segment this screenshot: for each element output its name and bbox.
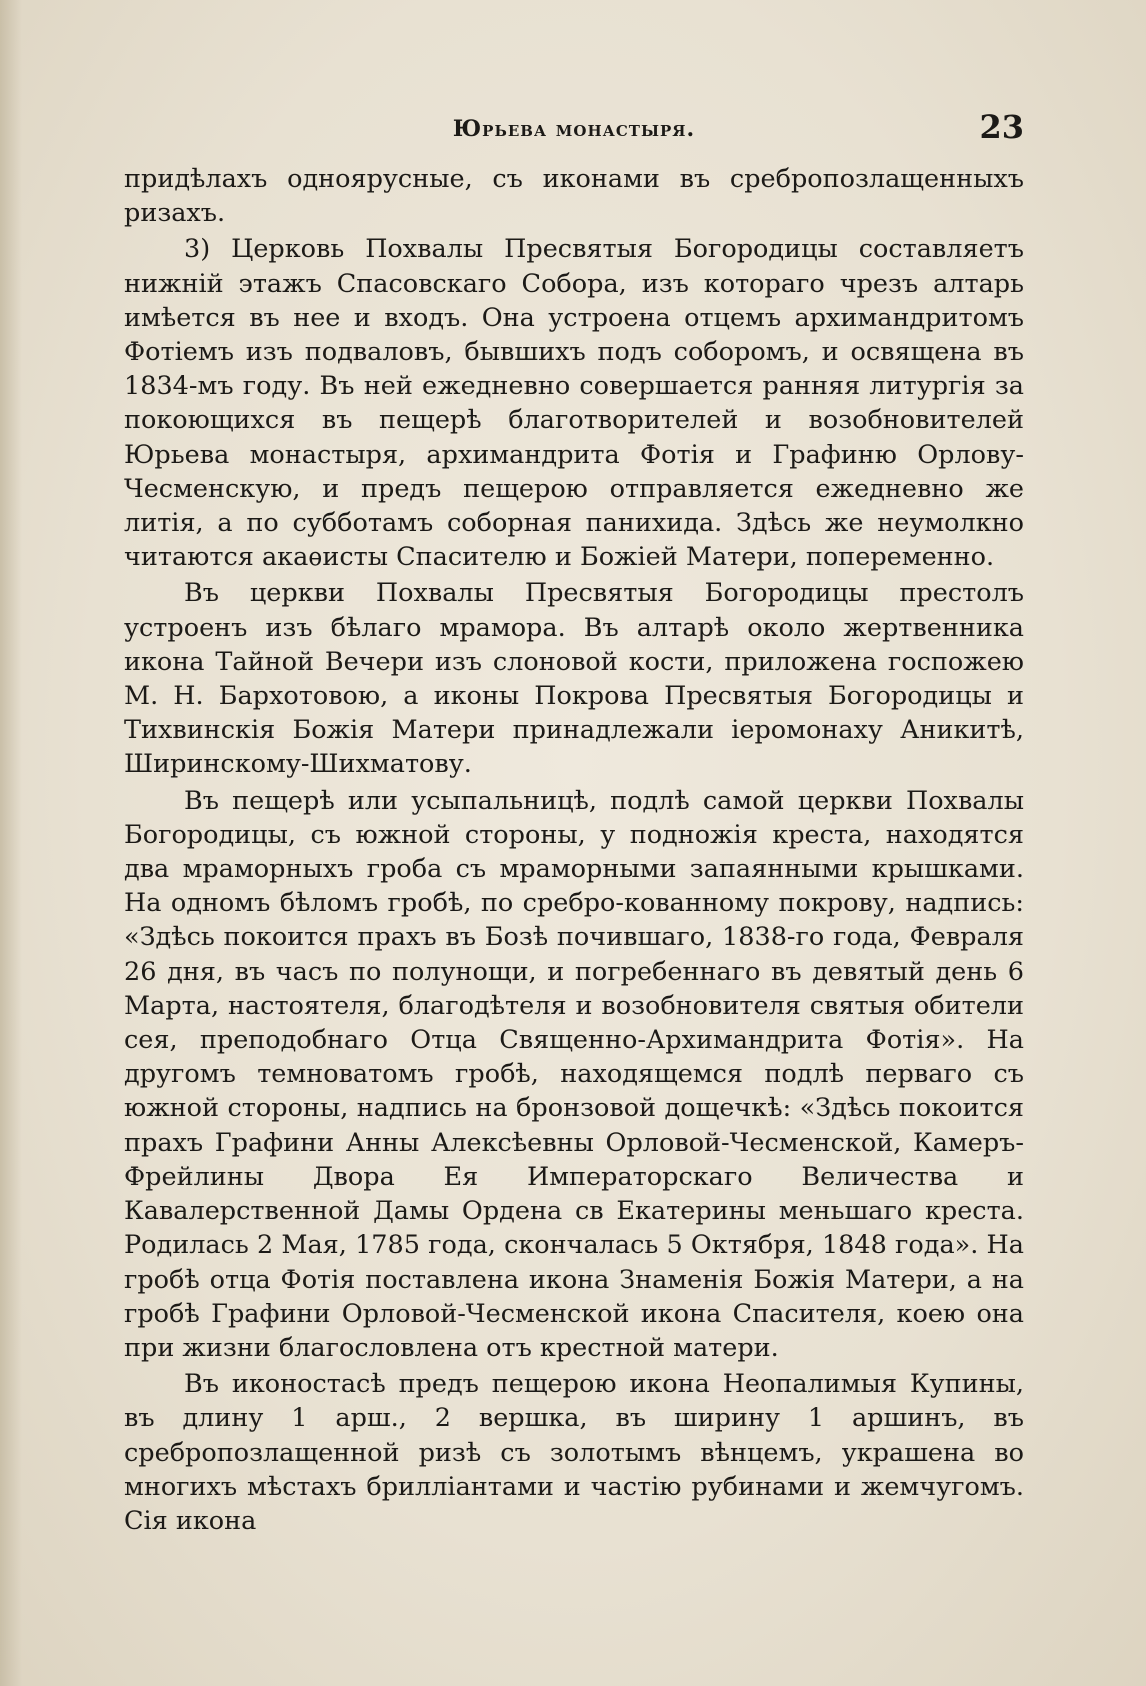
page-number: 23 xyxy=(979,108,1024,146)
paragraph-3: Въ церкви Похвалы Пресвятыя Богородицы престолъ устроенъ изъ бѣлаго мрамора. Въ алтарѣ около жертвенника икона Тайной Вечери изъ слоновой кости, приложена госпожею М. Н. Бархотовою, а иконы Покрова Пресвятыя Богородицы и Тихвинскія Божія Матери принадлежали іеромонаху Аникитѣ, Ширинскому-Шихматову. xyxy=(124,578,1024,780)
paragraph-2: 3) Церковь Похвалы Пресвятыя Богородицы составляетъ нижній этажъ Спасовскаго Собора, изъ котораго чрезъ алтарь имѣется въ нее и входъ. Она устроена отцемъ архимандритомъ Фотіемъ изъ подваловъ, бывшихъ подъ соборомъ, и освящена въ 1834-мъ году. Въ ней ежедневно совершается ранняя литургія за покоющихся въ пещерѣ благотворителей и возобновителей Юрьева монастыря, архимандрита Фотія и Графиню Орлову-Чесменскую, и предъ пещерою отправляется ежедневно же литія, а по субботамъ соборная панихида. Здѣсь же неумолкно читаются акаѳисты Спасителю и Божіей Матери, попеременно. xyxy=(124,234,1024,573)
running-head xyxy=(124,108,1024,148)
paragraph-4: Въ пещерѣ или усыпальницѣ, подлѣ самой церкви Похвалы Богородицы, съ южной стороны, у подножія креста, находятся два мраморныхъ гроба съ мраморными запаянными крышками. На одномъ бѣломъ гробѣ, по сребро-кованному покрову, надпись: «Здѣсь покоится прахъ въ Бозѣ почившаго, 1838-го года, Февраля 26 дня, въ часъ по полунощи, и погребеннаго въ девятый день 6 Марта, настоятеля, благодѣтеля и возобновителя святыя обители сея, преподобнаго Отца Священно-Архимандрита Фотія». На другомъ темноватомъ гробѣ, находящемся подлѣ перваго съ южной стороны, надпись на бронзовой дощечкѣ: «Здѣсь покоится прахъ Графини Анны Алексѣевны Орловой-Чесменской, Камеръ-Фрейлины Двора Ея Императорскаго Величества и Кавалерственной Дамы Ордена св Екатерины меньшаго креста. Родилась 2 Мая, 1785 года, скончалась 5 Октября, 1848 года». На гробѣ отца Фотія поставлена икона Знаменія Божія Матери, а на гробѣ Графини Орловой-Чесменской икона Спасителя, коею она при жизни благословлена отъ крестной матери. xyxy=(124,785,1024,1363)
paragraph-1: придѣлахъ одноярусные, съ иконами въ сребропозлащенныхъ ризахъ. xyxy=(124,164,1024,229)
text-block xyxy=(124,162,1024,1538)
running-title: Юрьева монастыря. xyxy=(452,116,696,142)
paragraph-5: Въ иконостасѣ предъ пещерою икона Неопалимыя Купины, въ длину 1 арш., 2 вершка, въ ширину 1 аршинъ, въ сребропозлащенной ризѣ съ золотымъ вѣнцемъ, украшена во многихъ мѣстахъ бриллiантами и частiю рубинами и жемчугомъ. Сiя икона xyxy=(124,1369,1024,1536)
page-binding-shadow xyxy=(0,0,22,1686)
